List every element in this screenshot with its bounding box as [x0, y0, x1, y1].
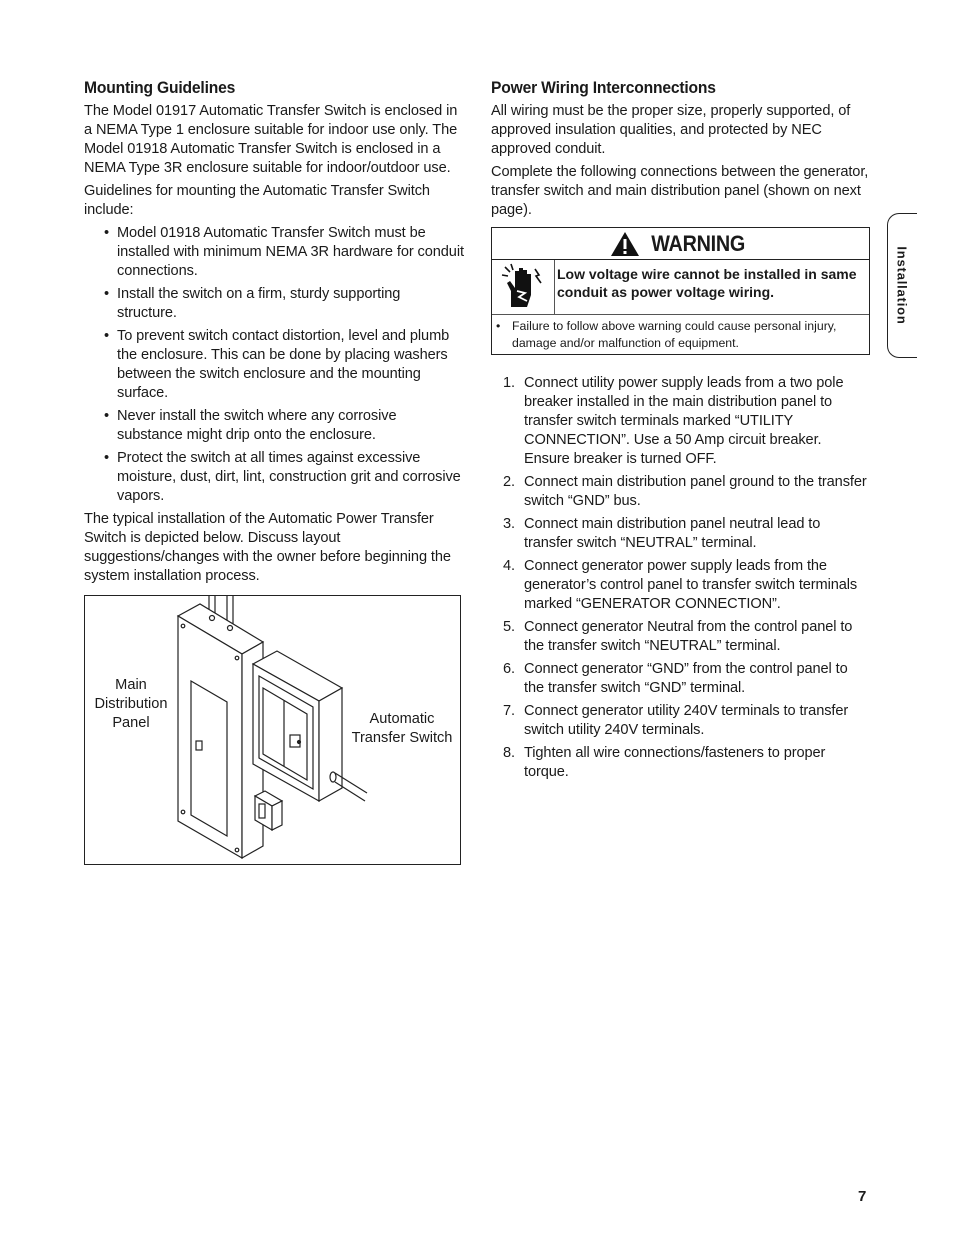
mounting-paragraph-3: The typical installation of the Automatic Power Transfer Switch is depicted below. Discuss layout suggestions/changes with the owner before beginning the system installation process.: [84, 511, 451, 584]
list-item: • To prevent switch contact distortion, level and plumb the enclosure. This can be done by placing washers between the switch enclosure and the mounting surface.: [117, 327, 464, 403]
step-text: Connect generator power supply leads from the generator’s control panel to transfer switch terminals marked “GENERATOR CONNECTION”.: [524, 558, 858, 612]
list-item: [503, 473, 871, 511]
mounting-section: [84, 78, 464, 590]
step-number: 5.: [503, 619, 515, 635]
warning-triangle-icon: [610, 231, 640, 257]
list-item: • Install the switch on a firm, sturdy supporting structure.: [117, 285, 464, 323]
step-number: 4.: [503, 558, 515, 574]
warning-note: [492, 315, 869, 352]
wiring-section: [491, 78, 871, 786]
warning-note-text: Failure to follow above warning could cause personal injury, damage and/or malfunction of equipment.: [512, 319, 837, 350]
mounting-paragraph-2: Guidelines for mounting the Automatic Transfer Switch include:: [84, 183, 430, 218]
section-tab: [887, 213, 917, 358]
step-number: 3.: [503, 516, 515, 532]
mounting-paragraph-1: The Model 01917 Automatic Transfer Switch is enclosed in a NEMA Type 1 enclosure suitable for indoor use only. The Model 01918 Automatic Transfer Switch is enclosed in a NEMA Type 3R enclosure suitable for indoor/outdoor use.: [84, 103, 458, 176]
step-number: 1.: [503, 375, 515, 391]
warning-body: [492, 260, 869, 315]
installation-figure: [84, 595, 461, 865]
step-text: Connect utility power supply leads from a two pole breaker installed in the main distribution panel to transfer switch terminals marked “UTILITY CONNECTION”. Use a 50 Amp circuit breaker. Ensure breaker is turned OFF.: [524, 375, 844, 467]
step-text: Connect main distribution panel ground to the transfer switch “GND” bus.: [524, 474, 867, 509]
list-item: • Never install the switch where any corrosive substance might drip onto the enclosure.: [117, 407, 464, 445]
main-distribution-panel-label: Main Distribution Panel: [94, 677, 168, 731]
wiring-paragraph-1: All wiring must be the proper size, properly supported, of approved insulation qualities, and protected by NEC approved conduit.: [491, 103, 851, 157]
step-text: Tighten all wire connections/fasteners to proper torque.: [524, 745, 826, 780]
list-item: [503, 515, 871, 553]
step-number: 6.: [503, 661, 515, 677]
warning-icon-cell: [492, 260, 555, 314]
wiring-heading: Power Wiring Interconnections: [491, 78, 716, 97]
list-item: • Model 01918 Automatic Transfer Switch must be installed with minimum NEMA 3R hardware for conduit connections.: [117, 224, 464, 281]
step-text: Connect generator Neutral from the control panel to the transfer switch “NEUTRAL” terminal.: [524, 619, 853, 654]
warning-header: [492, 228, 869, 260]
list-item: [503, 744, 871, 782]
list-item: [503, 660, 871, 698]
warning-text: Low voltage wire cannot be installed in same conduit as power voltage wiring.: [557, 266, 857, 300]
step-number: 8.: [503, 745, 515, 761]
step-text: Connect generator “GND” from the control panel to the transfer switch “GND” terminal.: [524, 661, 848, 696]
step-text: Connect main distribution panel neutral lead to transfer switch “NEUTRAL” terminal.: [524, 516, 821, 551]
warning-title: WARNING: [651, 230, 746, 256]
step-text: Connect generator utility 240V terminals to transfer switch utility 240V terminals.: [524, 703, 849, 738]
step-number: 7.: [503, 703, 515, 719]
list-item: • Protect the switch at all times against excessive moisture, dust, dirt, lint, construction grit and corrosive vapors.: [117, 449, 464, 506]
list-item: [503, 557, 871, 614]
section-tab-label: Installation: [895, 246, 910, 325]
page-number: 7: [858, 1188, 867, 1205]
step-number: 2.: [503, 474, 515, 490]
automatic-transfer-switch-label: Automatic Transfer Switch: [351, 711, 453, 746]
bullet-dot: •: [496, 319, 501, 333]
warning-box: [491, 227, 870, 355]
electric-shock-hand-icon: [501, 263, 545, 311]
list-item: [503, 374, 871, 469]
list-item: [503, 618, 871, 656]
list-item: [503, 702, 871, 740]
mounting-bullet-list: [84, 224, 464, 506]
mounting-heading: Mounting Guidelines: [84, 78, 236, 97]
wiring-steps-list: [491, 374, 871, 782]
wiring-paragraph-2: Complete the following connections between the generator, transfer switch and main distribution panel (shown on next page).: [491, 164, 869, 218]
